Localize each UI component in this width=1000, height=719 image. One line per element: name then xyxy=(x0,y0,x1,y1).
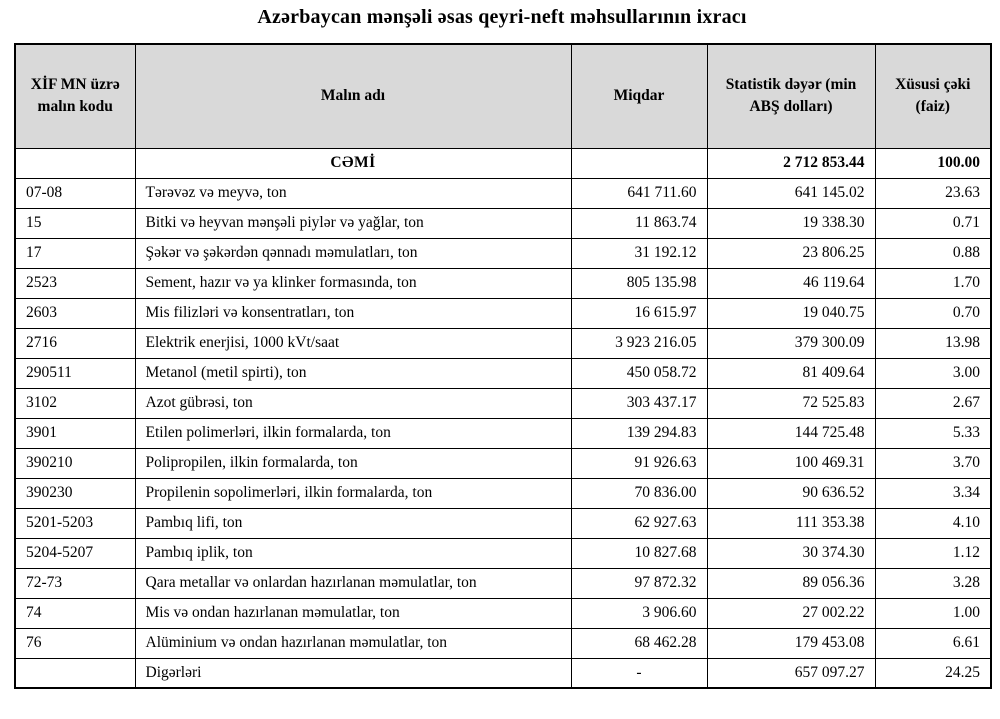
column-header-name: Malın adı xyxy=(135,44,571,148)
cell-name: Sement, hazır və ya klinker formasında, ton xyxy=(135,268,571,298)
cell-name: Pambıq lifi, ton xyxy=(135,508,571,538)
cell-share: 1.70 xyxy=(875,268,991,298)
column-header-share: Xüsusi çəki (faiz) xyxy=(875,44,991,148)
cell-quantity: 11 863.74 xyxy=(571,208,707,238)
cell-code: 390230 xyxy=(15,478,135,508)
cell-value: 81 409.64 xyxy=(707,358,875,388)
table-row xyxy=(15,298,991,328)
cell-share: 24.25 xyxy=(875,658,991,688)
table-row xyxy=(15,628,991,658)
cell-share: 13.98 xyxy=(875,328,991,358)
cell-share: 3.28 xyxy=(875,568,991,598)
cell-value: 46 119.64 xyxy=(707,268,875,298)
table-row xyxy=(15,478,991,508)
cell-name: Digərləri xyxy=(135,658,571,688)
page-title: Azərbaycan mənşəli əsas qeyri-neft məhsullarının ixracı xyxy=(257,6,747,28)
cell-quantity: 805 135.98 xyxy=(571,268,707,298)
cell-name: Azot gübrəsi, ton xyxy=(135,388,571,418)
table-row xyxy=(15,448,991,478)
table-row xyxy=(15,238,991,268)
cell-name: Mis filizləri və konsentratları, ton xyxy=(135,298,571,328)
cell-share: 0.71 xyxy=(875,208,991,238)
cell-quantity: 70 836.00 xyxy=(571,478,707,508)
cell-name: Bitki və heyvan mənşəli piylər və yağlar, ton xyxy=(135,208,571,238)
cell-name: Etilen polimerləri, ilkin formalarda, ton xyxy=(135,418,571,448)
cell-code: 2603 xyxy=(15,298,135,328)
cell-share: 23.63 xyxy=(875,178,991,208)
table-row xyxy=(15,538,991,568)
cell-quantity: 450 058.72 xyxy=(571,358,707,388)
cell-value: 179 453.08 xyxy=(707,628,875,658)
cell-code: 390210 xyxy=(15,448,135,478)
cell-code: 15 xyxy=(15,208,135,238)
cell-code: 07-08 xyxy=(15,178,135,208)
cell-value: 19 040.75 xyxy=(707,298,875,328)
cell-value: 72 525.83 xyxy=(707,388,875,418)
table-row xyxy=(15,328,991,358)
cell-quantity: 68 462.28 xyxy=(571,628,707,658)
table-row xyxy=(15,388,991,418)
cell-code: 3901 xyxy=(15,418,135,448)
cell-value: 23 806.25 xyxy=(707,238,875,268)
cell-code: 2523 xyxy=(15,268,135,298)
cell-code: 290511 xyxy=(15,358,135,388)
cell-name: Şəkər və şəkərdən qənnadı məmulatları, ton xyxy=(135,238,571,268)
cell-share: 4.10 xyxy=(875,508,991,538)
cell-value: 2 712 853.44 xyxy=(707,148,875,178)
cell-quantity: 139 294.83 xyxy=(571,418,707,448)
cell-name: Polipropilen, ilkin formalarda, ton xyxy=(135,448,571,478)
column-header-quantity: Miqdar xyxy=(571,44,707,148)
table-total-row xyxy=(15,148,991,178)
cell-share: 5.33 xyxy=(875,418,991,448)
cell-value: 27 002.22 xyxy=(707,598,875,628)
cell-name: Qara metallar və onlardan hazırlanan məmulatlar, ton xyxy=(135,568,571,598)
cell-value: 89 056.36 xyxy=(707,568,875,598)
export-table xyxy=(14,43,992,689)
cell-name: Pambıq iplik, ton xyxy=(135,538,571,568)
cell-share: 3.34 xyxy=(875,478,991,508)
table-row xyxy=(15,418,991,448)
table-row xyxy=(15,358,991,388)
cell-value: 100 469.31 xyxy=(707,448,875,478)
cell-code: 5204-5207 xyxy=(15,538,135,568)
cell-quantity: 303 437.17 xyxy=(571,388,707,418)
cell-quantity: 62 927.63 xyxy=(571,508,707,538)
cell-share: 1.12 xyxy=(875,538,991,568)
cell-name: Tərəvəz və meyvə, ton xyxy=(135,178,571,208)
cell-quantity: 16 615.97 xyxy=(571,298,707,328)
cell-code: 72-73 xyxy=(15,568,135,598)
cell-code: 2716 xyxy=(15,328,135,358)
cell-code: 74 xyxy=(15,598,135,628)
cell-code: 76 xyxy=(15,628,135,658)
cell-value: 641 145.02 xyxy=(707,178,875,208)
cell-name: Propilenin sopolimerləri, ilkin formalarda, ton xyxy=(135,478,571,508)
cell-value: 19 338.30 xyxy=(707,208,875,238)
cell-quantity: 10 827.68 xyxy=(571,538,707,568)
table-row xyxy=(15,658,991,688)
table-body xyxy=(15,148,991,688)
cell-quantity: 3 923 216.05 xyxy=(571,328,707,358)
cell-quantity xyxy=(571,148,707,178)
cell-code xyxy=(15,148,135,178)
table-header xyxy=(15,44,991,148)
cell-quantity: 91 926.63 xyxy=(571,448,707,478)
cell-name: Alüminium və ondan hazırlanan məmulatlar, ton xyxy=(135,628,571,658)
cell-share: 0.88 xyxy=(875,238,991,268)
cell-name: Elektrik enerjisi, 1000 kVt/saat xyxy=(135,328,571,358)
cell-share: 6.61 xyxy=(875,628,991,658)
cell-share: 3.00 xyxy=(875,358,991,388)
cell-share: 1.00 xyxy=(875,598,991,628)
cell-share: 2.67 xyxy=(875,388,991,418)
table-row xyxy=(15,268,991,298)
cell-quantity: 641 711.60 xyxy=(571,178,707,208)
table-row xyxy=(15,598,991,628)
cell-name: Metanol (metil spirti), ton xyxy=(135,358,571,388)
cell-quantity: 31 192.12 xyxy=(571,238,707,268)
cell-name: CƏMİ xyxy=(135,148,571,178)
cell-code: 5201-5203 xyxy=(15,508,135,538)
cell-name: Mis və ondan hazırlanan məmulatlar, ton xyxy=(135,598,571,628)
cell-value: 90 636.52 xyxy=(707,478,875,508)
cell-share: 0.70 xyxy=(875,298,991,328)
table-row xyxy=(15,568,991,598)
cell-code: 17 xyxy=(15,238,135,268)
column-header-value: Statistik dəyər (min ABŞ dolları) xyxy=(707,44,875,148)
cell-quantity: 97 872.32 xyxy=(571,568,707,598)
cell-share: 3.70 xyxy=(875,448,991,478)
cell-quantity: - xyxy=(571,658,707,688)
column-header-code: XİF MN üzrə malın kodu xyxy=(15,44,135,148)
cell-value: 30 374.30 xyxy=(707,538,875,568)
cell-value: 379 300.09 xyxy=(707,328,875,358)
table-row xyxy=(15,208,991,238)
cell-quantity: 3 906.60 xyxy=(571,598,707,628)
cell-value: 111 353.38 xyxy=(707,508,875,538)
table-row xyxy=(15,178,991,208)
cell-value: 144 725.48 xyxy=(707,418,875,448)
cell-value: 657 097.27 xyxy=(707,658,875,688)
cell-code xyxy=(15,658,135,688)
table-header-row xyxy=(15,44,991,148)
table-row xyxy=(15,508,991,538)
cell-share: 100.00 xyxy=(875,148,991,178)
cell-code: 3102 xyxy=(15,388,135,418)
